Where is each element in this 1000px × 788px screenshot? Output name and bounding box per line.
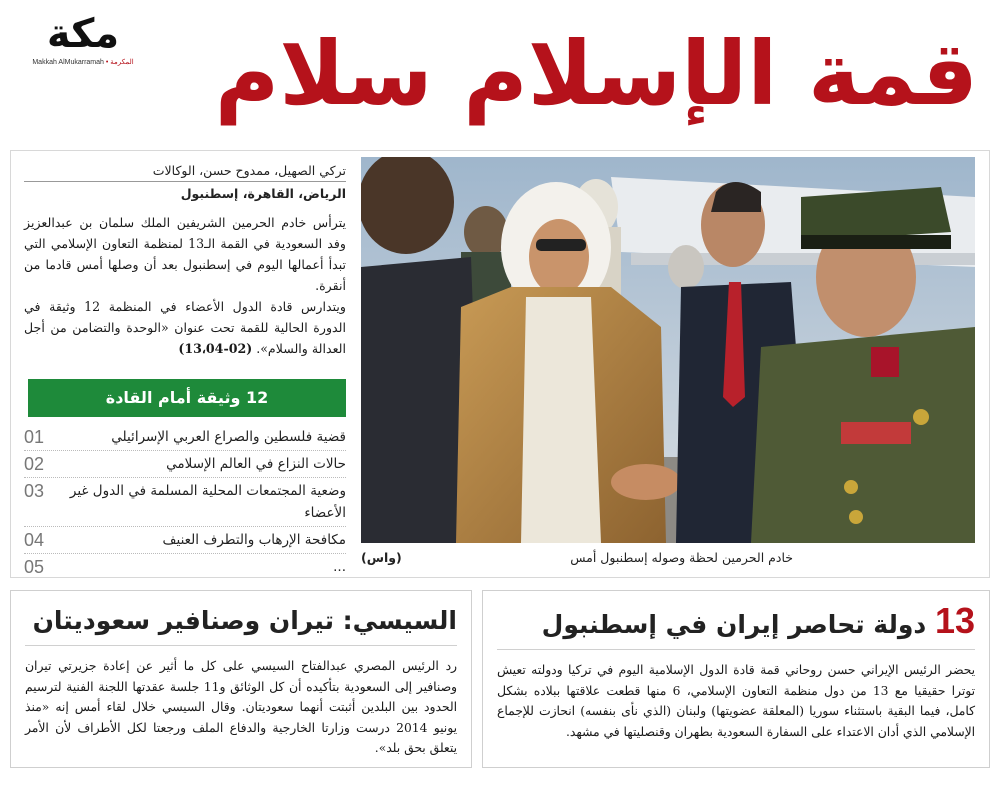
story-sisi-title: السيسي: تيران وصنافير سعوديتان (25, 599, 457, 646)
newspaper-logo (18, 10, 148, 80)
list-item-number: 04 (24, 530, 45, 550)
logo-subtitle-latin: Makkah AlMukarramah (32, 59, 104, 66)
byline-divider (24, 181, 346, 182)
list-item (24, 424, 346, 451)
page-reference: (02-13،04) (178, 341, 253, 356)
dateline: الرياض، القاهرة، إسطنبول (180, 186, 346, 201)
list-item-text: وضعية المجتمعات المحلية المسلمة في الدول غير الأعضاء (69, 483, 346, 521)
list-item-text: قضية فلسطين والصراع العربي الإسرائيلي (111, 429, 346, 445)
lead-photo-illustration (361, 157, 975, 543)
documents-list (24, 424, 346, 580)
logo-subtitle-arabic: المكرمة (110, 59, 134, 66)
list-item (24, 554, 346, 580)
lead-story-body (24, 212, 346, 359)
photo-caption: خادم الحرمين لحظة وصوله إسطنبول أمس (570, 550, 793, 565)
lead-paragraph-2 (24, 296, 346, 359)
lead-photo (361, 157, 975, 543)
story-sisi-body: رد الرئيس المصري عبدالفتاح السيسي على كل ما أثير عن إعادة جزيرتي تيران وصنافير إلى السعودية بتأكيده أن كل الوثائق و11 جلسة عقدتها اللجنة الفنية لترسيم الحدود بين البلدين أثبتت أنهما سعوديتان. وقال السيسي خلال لقاء أمس إنه «منذ يونيو 2014 درست وزارتا الخارجية والدفاع الملف ورجعتا لكل الأطراف لأن الأمر يتعلق بحق بلد». (25, 659, 457, 755)
list-item-text: ... (333, 559, 346, 575)
main-headline: قمة الإسلام سلام (214, 22, 978, 125)
story-iran-title-text: دولة تحاصر إيران في إسطنبول (541, 610, 927, 639)
lead-paragraph-2-text: ويتدارس قادة الدول الأعضاء في المنظمة 12 وثيقة في الدورة الحالية للقمة تحت عنوان «الوحدة والتضامن من أجل العدالة والسلام». (24, 299, 346, 356)
story-iran-title-number: 13 (934, 600, 975, 641)
logo-mark: مكة (46, 11, 120, 57)
list-item-number: 02 (24, 454, 45, 474)
story-iran-box (482, 590, 990, 768)
lead-paragraph-1: يترأس خادم الحرمين الشريفين الملك سلمان بن عبدالعزيز وفد السعودية في القمة الـ13 لمنظمة التعاون الإسلامي التي تبدأ أعمالها اليوم في إسطنبول بعد أن وصلها أمس قادما من أنقرة. (24, 215, 346, 293)
photo-credit: (واس) (361, 550, 402, 565)
list-item (24, 527, 346, 554)
story-iran-body: يحضر الرئيس الإيراني حسن روحاني قمة قادة الدول الإسلامية اليوم في تركيا ودولته تعيش توترا حقيقيا مع 13 من دول منظمة التعاون الإسلامي، 6 منها قطعت علاقتها ببلاده بشكل كامل، فيما البقية باستثناء سوريا (المعلقة عضويتها) ولبنان (الذي نأى بنفسه) انحازت للإجماع الإسلامي الذي أدان الاعتداء على السفارة السعودية بطهران وقنصليتها في مشهد. (497, 663, 976, 739)
list-item-number: 03 (24, 481, 45, 501)
list-item (24, 478, 346, 527)
documents-heading: 12 وثيقة أمام القادة (28, 379, 346, 417)
list-item-number: 05 (24, 557, 45, 577)
story-iran-title (497, 599, 975, 650)
list-item-number: 01 (24, 427, 45, 447)
list-item (24, 451, 346, 478)
list-item-text: مكافحة الإرهاب والتطرف العنيف (162, 532, 346, 548)
story-sisi-box (10, 590, 472, 768)
logo-subtitle: Makkah AlMukarramah • المكرمة (32, 59, 134, 66)
byline: تركي الصهيل، ممدوح حسن، الوكالات (152, 163, 346, 178)
list-item-text: حالات النزاع في العالم الإسلامي (166, 456, 346, 472)
